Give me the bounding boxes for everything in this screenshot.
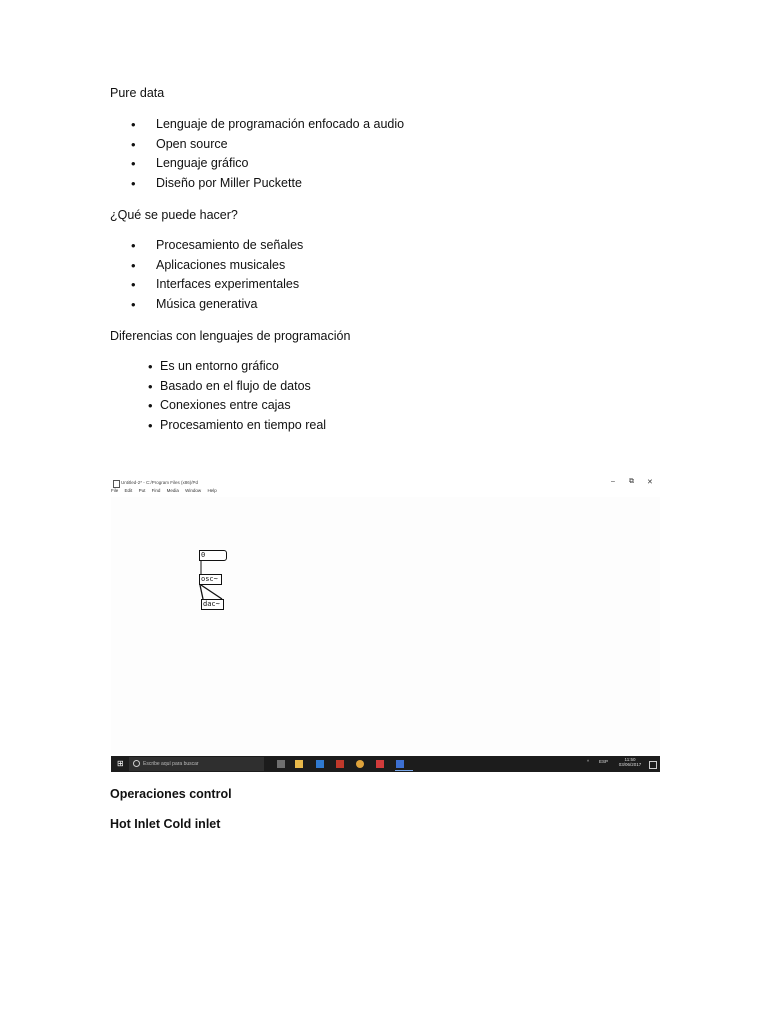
clock-date: 03/06/2017	[618, 762, 642, 767]
restore-button[interactable]: ⧉	[629, 478, 634, 485]
bullet-icon: •	[131, 117, 136, 132]
connection-osc-dac-left	[200, 585, 203, 599]
tray-icons: ^	[587, 759, 590, 764]
list-que-se-puede-hacer	[110, 236, 510, 314]
acrobat-icon[interactable]	[376, 760, 384, 768]
pd-screenshot	[111, 477, 660, 772]
list-item: • Interfaces experimentales	[110, 275, 510, 295]
patch-canvas[interactable]	[111, 497, 660, 754]
menu-file[interactable]: File	[111, 488, 119, 493]
bullet-icon: •	[131, 136, 136, 152]
bullet-icon: •	[131, 296, 136, 312]
menu-put[interactable]: Put	[138, 488, 146, 493]
menu-find[interactable]: Find	[151, 488, 161, 493]
bullet-icon: •	[148, 359, 153, 374]
heading-hot-cold-inlet: Hot Inlet Cold inlet	[110, 817, 221, 831]
media-player-icon[interactable]	[336, 760, 344, 768]
dac-object[interactable]: dac~	[201, 599, 224, 610]
minimize-button[interactable]: –	[611, 478, 615, 485]
list-item: • Conexiones entre cajas	[110, 396, 510, 416]
bullet-icon: •	[131, 175, 136, 191]
windows-start-icon[interactable]: ⊞	[117, 759, 124, 768]
clock[interactable]	[615, 757, 645, 767]
notifications-icon[interactable]	[649, 761, 657, 769]
menu-window[interactable]: Window	[185, 488, 202, 493]
window-title: Untitled-2* - C:/Program Files (x86)/Pd	[121, 480, 199, 485]
list-item: • Open source	[110, 135, 510, 155]
list-item: • Procesamiento en tiempo real	[110, 416, 510, 436]
patch-connections	[111, 497, 660, 754]
store-icon[interactable]	[316, 760, 324, 768]
cortana-icon	[133, 760, 140, 767]
language-indicator[interactable]: ESP	[599, 759, 609, 764]
search-placeholder: Escribe aquí para buscar	[143, 761, 199, 767]
menu-media[interactable]: Media	[166, 488, 179, 493]
menu-bar	[111, 488, 222, 496]
windows-taskbar	[111, 756, 660, 772]
pd-logo-icon	[113, 480, 120, 488]
bullet-icon: •	[131, 156, 136, 172]
heading-diferencias: Diferencias con lenguajes de programación	[110, 329, 351, 343]
task-view-icon[interactable]	[277, 760, 285, 768]
file-explorer-icon[interactable]	[295, 760, 303, 768]
list-item: • Lenguaje de programación enfocado a audio	[110, 115, 510, 135]
list-item: • Diseño por Miller Puckette	[110, 174, 510, 194]
list-item: • Basado en el flujo de datos	[110, 377, 510, 397]
taskbar-search-field[interactable]	[129, 757, 264, 771]
heading-pure-data: Pure data	[110, 86, 165, 100]
list-item: • Es un entorno gráfico	[110, 357, 510, 377]
bullet-icon: •	[148, 417, 153, 433]
chrome-icon[interactable]	[356, 760, 364, 768]
list-item: • Procesamiento de señales	[110, 236, 510, 256]
menu-edit[interactable]: Edit	[124, 488, 133, 493]
active-app-indicator	[395, 758, 413, 771]
list-item: • Lenguaje gráfico	[110, 154, 510, 174]
bullet-icon: •	[131, 277, 136, 293]
menu-help[interactable]: Help	[207, 488, 217, 493]
osc-object[interactable]: osc~	[199, 574, 222, 585]
connection-osc-dac-right	[201, 585, 222, 599]
bullet-icon: •	[131, 238, 136, 253]
bullet-icon: •	[148, 398, 153, 414]
heading-operaciones-control: Operaciones control	[110, 787, 232, 801]
list-pure-data	[110, 115, 510, 193]
list-item: • Música generativa	[110, 295, 510, 315]
heading-que-se-puede-hacer: ¿Qué se puede hacer?	[110, 208, 238, 222]
clock-time: 11:50	[624, 757, 636, 762]
close-button[interactable]: ✕	[647, 479, 653, 486]
bullet-icon: •	[131, 257, 136, 273]
number-box[interactable]: 0	[199, 550, 227, 561]
list-item: • Aplicaciones musicales	[110, 256, 510, 276]
list-diferencias	[110, 357, 510, 435]
bullet-icon: •	[148, 378, 153, 394]
